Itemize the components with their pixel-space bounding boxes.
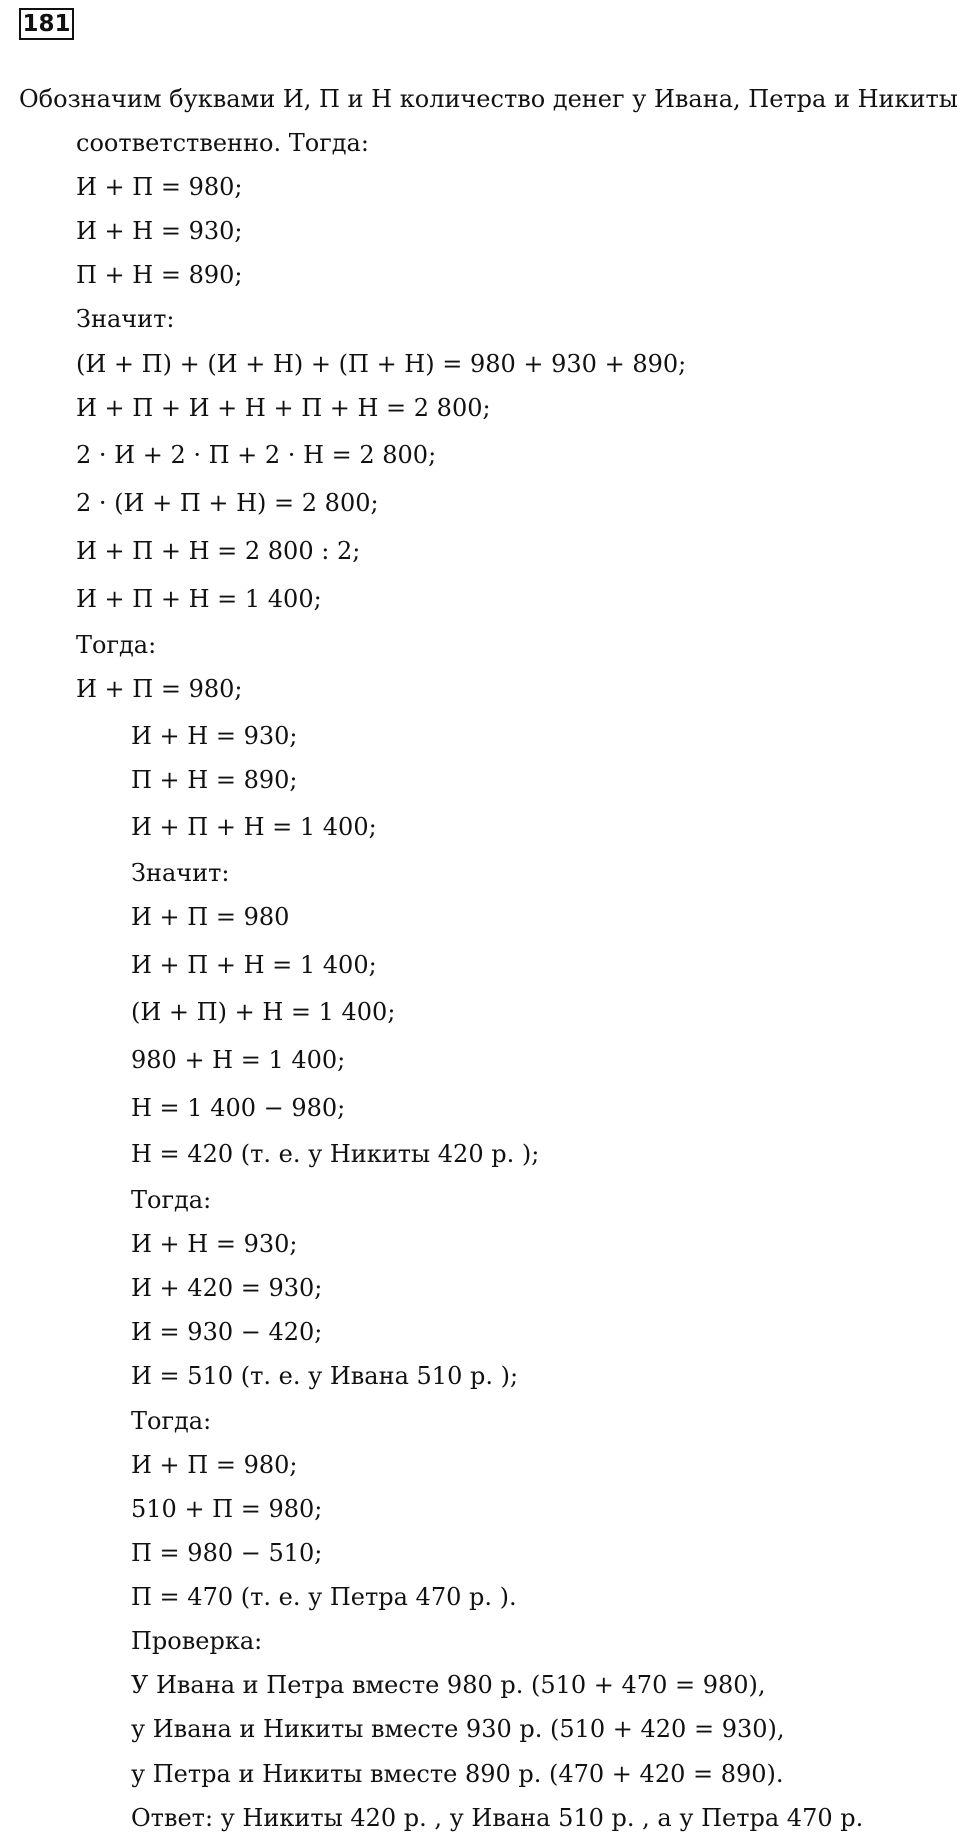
solution-line: 2 · И + 2 · П + 2 · Н = 2 800; <box>76 441 437 469</box>
solution-line: И + П + И + Н + П + Н = 2 800; <box>76 394 491 422</box>
answer-line: Ответ: у Никиты 420 р. , у Ивана 510 р. , а у Петра 470 р. <box>131 1804 864 1832</box>
solution-line: Н = 1 400 − 980; <box>131 1094 346 1122</box>
solution-line: П = 470 (т. е. у Петра 470 р. ). <box>131 1583 517 1611</box>
solution-line: И + П + Н = 1 400; <box>131 813 377 841</box>
solution-line: И + П = 980; <box>76 675 243 703</box>
solution-line: у Петра и Никиты вместе 890 р. (470 + 420 = 890). <box>131 1760 784 1788</box>
solution-line: (И + П) + (И + Н) + (П + Н) = 980 + 930 + 890; <box>76 350 687 378</box>
solution-line: И + Н = 930; <box>76 217 243 245</box>
solution-line: Значит: <box>76 305 175 333</box>
solution-line: И + П = 980; <box>131 1451 298 1479</box>
solution-line: И + П + Н = 2 800 : 2; <box>76 537 361 565</box>
solution-line: 510 + П = 980; <box>131 1495 323 1523</box>
solution-line: 980 + Н = 1 400; <box>131 1046 346 1074</box>
solution-line: (И + П) + Н = 1 400; <box>131 998 396 1026</box>
solution-line: И + 420 = 930; <box>131 1274 323 1302</box>
solution-line: Обозначим буквами И, П и Н количество денег у Ивана, Петра и Никиты <box>19 85 958 113</box>
solution-line: Тогда: <box>76 631 157 659</box>
solution-line: соответственно. Тогда: <box>76 129 369 157</box>
solution-line: Н = 420 (т. е. у Никиты 420 р. ); <box>131 1140 540 1168</box>
solution-line: И + Н = 930; <box>131 1230 298 1258</box>
solution-line: П + Н = 890; <box>76 261 243 289</box>
solution-line: У Ивана и Петра вместе 980 р. (510 + 470 = 980), <box>131 1671 766 1699</box>
solution-line: Тогда: <box>131 1407 212 1435</box>
solution-line: П = 980 − 510; <box>131 1539 323 1567</box>
solution-line: И + Н = 930; <box>131 722 298 750</box>
solution-line: И = 510 (т. е. у Ивана 510 р. ); <box>131 1362 519 1390</box>
solution-line: Тогда: <box>131 1186 212 1214</box>
solution-line: у Ивана и Никиты вместе 930 р. (510 + 420 = 930), <box>131 1715 785 1743</box>
problem-number-badge: 181 <box>19 8 74 40</box>
solution-line: Значит: <box>131 859 230 887</box>
solution-line: П + Н = 890; <box>131 766 298 794</box>
solution-line: И + П = 980; <box>76 173 243 201</box>
solution-line: И + П + Н = 1 400; <box>131 951 377 979</box>
solution-line: И + П + Н = 1 400; <box>76 585 322 613</box>
solution-line: 2 · (И + П + Н) = 2 800; <box>76 489 379 517</box>
solution-line: И + П = 980 <box>131 903 290 931</box>
solution-line: И = 930 − 420; <box>131 1318 323 1346</box>
solution-line: Проверка: <box>131 1627 263 1655</box>
